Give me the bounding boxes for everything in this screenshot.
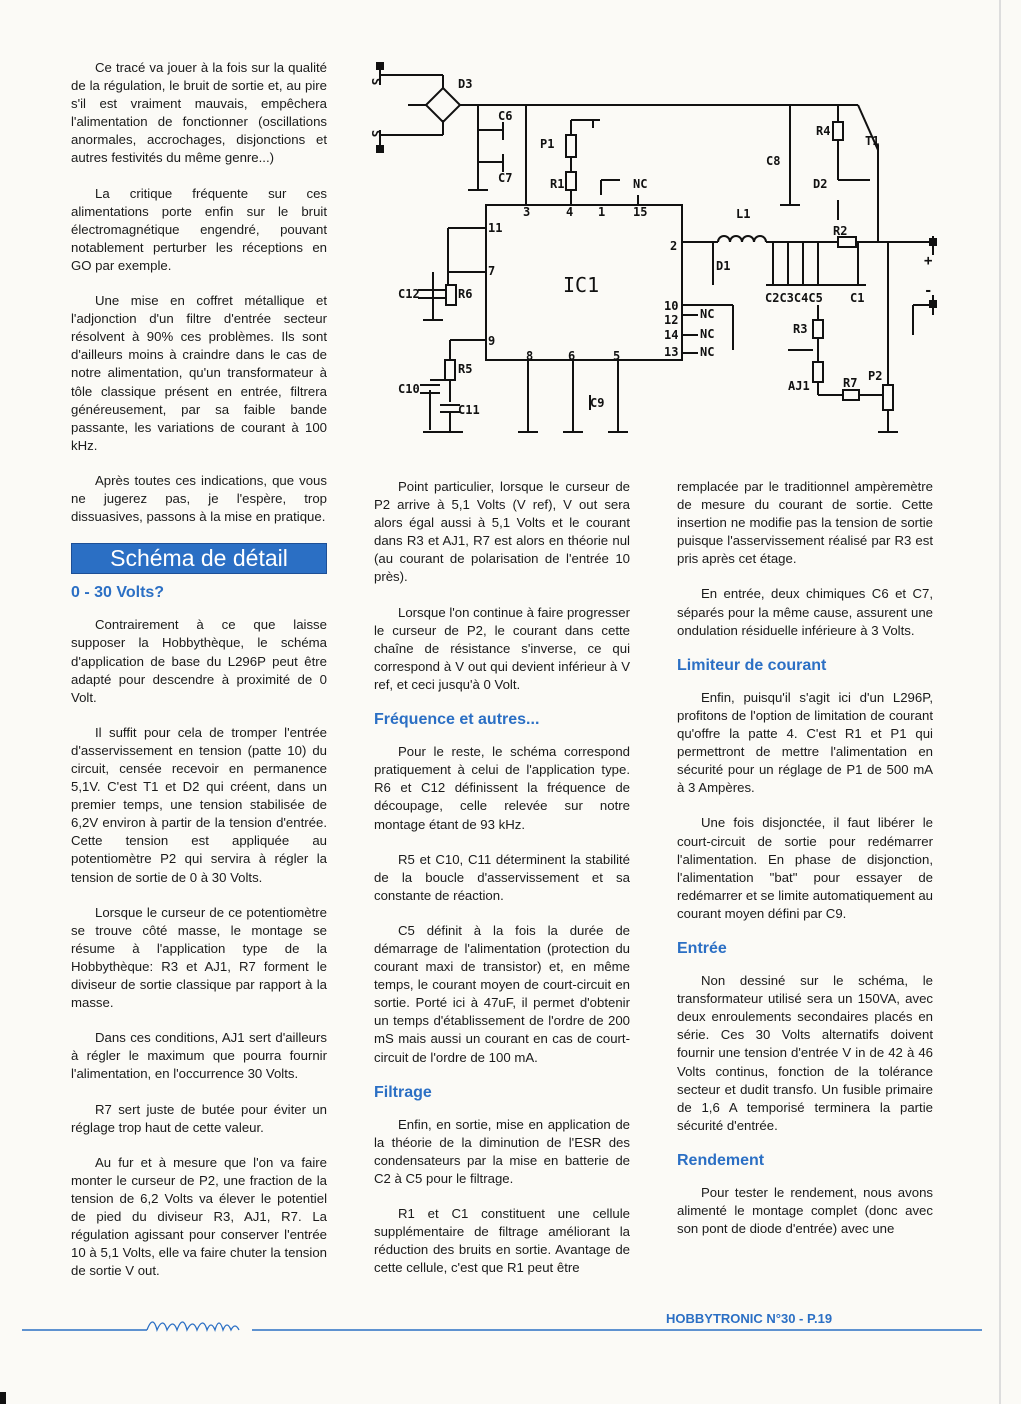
ic-label: IC1 — [563, 273, 600, 297]
paragraph: R5 et C10, C11 déterminent la stabilité de la boucle d'asservissement et sa constante de réaction. — [374, 851, 630, 903]
component-label: S — [369, 130, 383, 138]
component-label: D2 — [813, 177, 828, 191]
component-label: R5 — [458, 362, 473, 376]
paragraph: Lorsque le curseur de ce potentiomètre se trouve côté masse, le montage se résume à l'application type de la Hobbythèque: R3 et AJ1, R7 forment le diviseur de sortie classique par rapport à la masse. — [71, 904, 327, 1011]
component-label: C9 — [590, 396, 605, 410]
component-label: R2 — [833, 224, 848, 238]
component-label: C6 — [498, 109, 513, 123]
paragraph: Enfin, en sortie, mise en application de la théorie de la diminution de l'ESR des condensateurs par la mise en batterie de C2 à C5 pour le filtrage. — [374, 1116, 630, 1186]
paragraph: C5 définit à la fois la durée de démarrage de l'alimentation (protection du courant maxi de transistor) et, en même temps, le courant moyen de court-circuit en sortie. Porté ici à 47uF, il permet d'obtenir un temps d'établissement de l'ordre de 200 mS mais aussi un courant en cas de court-circuit de l'ordre de 100 mA. — [374, 922, 630, 1065]
section-heading: 0 - 30 Volts? — [71, 584, 165, 602]
component-label: R7 — [843, 376, 858, 390]
column-2 — [374, 478, 630, 1294]
component-label: NC — [700, 307, 715, 321]
pin-number: 5 — [613, 349, 621, 363]
paragraph: Lorsque l'on continue à faire progresser le curseur de P2, le courant dans cette chaîne de résistance s'inverse, ce qui correspond à V out qui devient inférieur à V ref, et ceci jusqu'à 0 Volt. — [374, 604, 630, 692]
section-heading: Fréquence et autres... — [374, 711, 540, 729]
component-label: C7 — [498, 171, 513, 185]
pin-number: 14 — [664, 328, 679, 342]
paragraph: Non dessiné sur le schéma, le transformateur utilisé sera un 150VA, avec deux enroulements secondaires placés en série. Ces 30 Volts alternatifs doivent fournir une tension d'entrée V in de 42 à 46 Volts continus, fonction de la tolérance secteur et dudit transfo. Un fusible primaire de 1,6 A temporisé terminera la partie sécurité d'entrée. — [677, 973, 933, 1133]
component-label: P1 — [540, 137, 555, 151]
component-label: S — [369, 78, 383, 86]
column-1 — [71, 59, 327, 1297]
paragraph: Pour tester le rendement, nous avons alimenté le montage complet (donc avec son pont de diode d'entrée) avec une — [677, 1185, 933, 1237]
component-label: C12 — [398, 287, 420, 301]
paragraph: Ce tracé va jouer à la fois sur la qualité de la régulation, le bruit de sortie et, au pire s'il est vraiment mauvais, empêchera l'alimentation de fonctionner (oscillations anormales, accrochages, disjonctions et autres festivités du même genre...) — [71, 60, 327, 166]
section-heading: Entrée — [677, 939, 727, 957]
section-heading: Filtrage — [374, 1083, 432, 1101]
component-label: P2 — [868, 369, 883, 383]
component-label: C1 — [850, 291, 865, 305]
component-label: D1 — [716, 259, 731, 273]
component-label: L1 — [736, 207, 751, 221]
scan-mark — [0, 1392, 6, 1404]
component-label: + — [924, 253, 933, 269]
pin-number: 12 — [664, 313, 679, 327]
section-banner: Schéma de détail — [71, 543, 327, 574]
paragraph: remplacée par le traditionnel ampèremètre de mesure du courant de sortie. Cette insertion ne modifie pas la tension de sortie puisque l'asservissement réalisé par R3 est pris après cet étage. — [677, 479, 933, 567]
circuit-schematic — [368, 50, 968, 445]
section-heading: Rendement — [677, 1151, 765, 1169]
component-label: AJ1 — [788, 379, 810, 393]
paragraph: Il suffit pour cela de tromper l'entrée d'asservissement en tension (patte 10) du circuit, censée recevoir en permanence 5,1V. C'est T1 et D2 qui créent, dans un premier temps, une tension stabilisée de 6,2V environ à partir de la tension d'entrée. Cette tension est appliquée au potentiomètre P2 qui servira à régler la tension de sortie de 0 à 30 Volts. — [71, 724, 327, 885]
paragraph: En entrée, deux chimiques C6 et C7, séparés pour la même cause, assurent une ondulation résiduelle inférieure à 3 Volts. — [677, 586, 933, 638]
pin-number: 11 — [488, 221, 503, 235]
pin-number: 3 — [523, 205, 531, 219]
component-label: R6 — [458, 287, 473, 301]
pin-number: 2 — [670, 239, 678, 253]
paragraph: Une mise en coffret métallique et l'adjonction d'un filtre d'entrée secteur résolvent à 90% ces problèmes. Ils sont d'ailleurs moins à craindre dans le cas de notre alimentation, qu'un transformateur à tôle classique présent en entrée, filtrera généreusement, par sa faible bande passante, les variations de courant à 100 kHz. — [71, 293, 327, 453]
pin-number: 6 — [568, 349, 576, 363]
pin-number: 7 — [488, 264, 496, 278]
paragraph: Dans ces conditions, AJ1 sert d'ailleurs à régler le maximum que pourra fournir l'alimentation, en l'occurrence 30 Volts. — [71, 1030, 327, 1082]
page-footer: HOBBYTRONIC N°30 - P.19 — [660, 1311, 838, 1326]
component-label: R4 — [816, 124, 831, 138]
component-label: T1 — [865, 134, 880, 148]
pin-number: 8 — [526, 349, 534, 363]
component-label: C2C3C4C5 — [765, 291, 823, 305]
component-label: NC — [633, 177, 648, 191]
paragraph: R1 et C1 constituent une cellule supplémentaire de filtrage améliorant la réduction des bruits en sortie. Avantage de cette cellule, c'est que R1 peut être — [374, 1206, 630, 1276]
component-label: NC — [700, 345, 715, 359]
pin-number: 10 — [664, 299, 679, 313]
paragraph: Pour le reste, le schéma correspond pratiquement à celui de l'application type. R6 et C12 définissent la fréquence de découpage, celle relevée sur notre montage étant de 93 kHz. — [374, 744, 630, 832]
pin-number: 9 — [488, 334, 496, 348]
pin-number: 4 — [566, 205, 574, 219]
paragraph: Enfin, puisqu'il s'agit ici d'un L296P, profitons de l'option de limitation de courant qu'offre la patte 4. C'est R1 et P1 qui permettront de mettre l'alimentation en sécurité pour un réglage de P1 de 500 mA à 3 Ampères. — [677, 689, 933, 796]
paragraph: Au fur et à mesure que l'on va faire monter le curseur de P2, une fraction de la tension de 6,2 Volts va élever le potentiel de pied du diviseur R3, AJ1, R7. La régulation agissant pour conserver l'entrée 10 à 5,1 Volts, elle va faire chuter la tension de sortie V out. — [71, 1154, 327, 1279]
pin-number: 1 — [598, 205, 606, 219]
component-label: R1 — [550, 177, 565, 191]
component-label: C10 — [398, 382, 420, 396]
page-edge — [999, 0, 1001, 1404]
column-3 — [677, 478, 933, 1255]
component-label: - — [924, 283, 933, 299]
component-label: C11 — [458, 403, 480, 417]
pin-number: 13 — [664, 345, 679, 359]
component-label: D3 — [458, 77, 473, 91]
paragraph: Point particulier, lorsque le curseur de P2 arrive à 5,1 Volts (V ref), V out sera alors égal aussi à 5,1 Volts et le courant dans R3 et AJ1, R7 est alors en théorie nul (au courant de polarisation de l'entrée 10 près). — [374, 479, 630, 585]
component-label: NC — [700, 327, 715, 341]
section-heading: Limiteur de courant — [677, 656, 827, 674]
component-label: R3 — [793, 322, 808, 336]
paragraph: Après toutes ces indications, que vous ne jugerez pas, je l'espère, trop dissuasives, passons à la mise en pratique. — [71, 472, 327, 525]
pin-number: 15 — [633, 205, 648, 219]
paragraph: Une fois disjonctée, il faut libérer le court-circuit de sortie pour redémarrer l'alimentation. En phase de disjonction, l'alimentation "bat" pour essayer de redémarrer et se limite automatiquement au courant moyen défini par C9. — [677, 815, 933, 921]
paragraph: Contrairement à ce que laisse supposer la Hobbythèque, le schéma d'application de base du L296P peut être adapté pour descendre à proximité de 0 Volt. — [71, 617, 327, 705]
component-label: C8 — [766, 154, 781, 168]
paragraph: R7 sert juste de butée pour éviter un réglage trop haut de cette valeur. — [71, 1101, 327, 1135]
paragraph: La critique fréquente sur ces alimentations porte enfin sur le bruit électromagnétique engendré, pouvant notablement perturber les réceptions en GO par exemple. — [71, 185, 327, 273]
